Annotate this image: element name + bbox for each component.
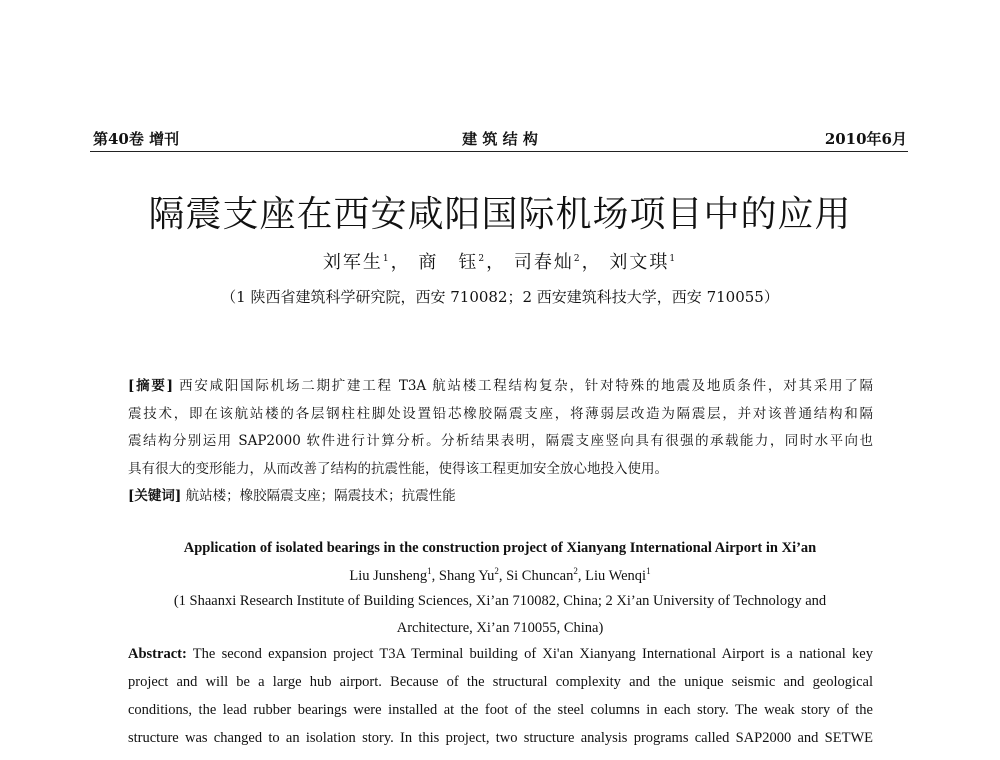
author: Liu Junsheng [349,567,428,584]
author-affil-mark: 2 [478,254,487,264]
keywords-cn [128,484,873,504]
abstract-cn-line: 震结构分别运用 SAP2000 软件进行计算分析。分析结果表明，隔震支座竖向具有很强的承载能力，同时水平向也 [128,433,873,449]
journal-name: 建 筑 结 构 [462,130,538,148]
authors-cn: 刘军生$^1$， 商 钰$^2$， 司春灿$^2$， 刘文琪$^1$ [322,252,678,273]
abstract-text: The second expansion project T3A Terminal building of Xi'an Xianyang International Airport is a national key [192,646,873,662]
author-affil-mark: 1 [669,254,678,264]
keywords-text: 航站楼；橡胶隔震支座；隔震技术；抗震性能 [185,488,456,504]
abstract-text: 西安咸阳国际机场二期扩建工程 T3A 航站楼工程结构复杂，针对特殊的地震及地质条件，对其采用了隔 [179,378,873,394]
author-affil-mark: 2 [573,254,582,264]
issue-date: 2010年6月 [824,130,907,148]
affiliation-en-line: Architecture, Xi’an 710055, China) [396,620,604,636]
keywords-label: [关键词] [128,488,182,504]
abstract-en-line: conditions, the lead rubber bearings were installed at the foot of the steel columns in each story. The weak story of the [128,702,873,718]
journal-volume: 第40卷 增刊 [93,130,180,148]
author: Shang Yu [438,567,495,584]
abstract-en-line: project and will be a large hub airport. Because of the structural complexity and the unique seismic and geological [128,674,873,690]
abstract-cn-line [128,374,873,394]
author: Liu Wenqi [585,567,647,584]
author: 商 钰 [418,252,479,273]
abstract-en-line [128,646,873,663]
paper-title-cn: 隔震支座在西安咸阳国际机场项目中的应用 [148,194,852,235]
header-rule [90,151,908,152]
author-affil-mark: 1 [427,566,432,576]
author: 司春灿 [513,252,574,273]
abstract-en-line: structure was changed to an isolation story. In this project, two structure analysis programs called SAP2000 and SETWE [128,730,873,746]
abstract-cn-line: 具有很大的变形能力，从而改善了结构的抗震性能，使得该工程更加安全放心地投入使用。 [128,461,668,477]
author-affil-mark: 1 [646,566,651,576]
author-affil-mark: 2 [573,566,578,576]
abstract-label: Abstract: [128,646,187,662]
affiliation-cn: （1 陕西省建筑科学研究院，西安 710082；2 西安建筑科技大学，西安 710055） [221,288,779,306]
author: 刘军生 [322,252,383,273]
author-affil-mark: 1 [382,254,391,264]
author: 刘文琪 [609,252,670,273]
affiliation-en-line: (1 Shaanxi Research Institute of Building Sciences, Xi’an 710082, China; 2 Xi’an University of Technology and [173,593,827,609]
paper-title-en: Application of isolated bearings in the construction project of Xianyang International Airport in Xi’an [183,540,817,556]
author-affil-mark: 2 [494,566,499,576]
abstract-label: [摘要] [128,378,174,394]
author: Si Chuncan [506,567,574,584]
authors-en: Liu Junsheng$^1$, Shang Yu$^2$, Si Chuncan$^2$, Liu Wenqi$^1$ [349,566,651,584]
abstract-cn-line: 震技术，即在该航站楼的各层钢柱柱脚处设置铅芯橡胶隔震支座，将薄弱层改造为隔震层，并对该普通结构和隔 [128,406,873,422]
